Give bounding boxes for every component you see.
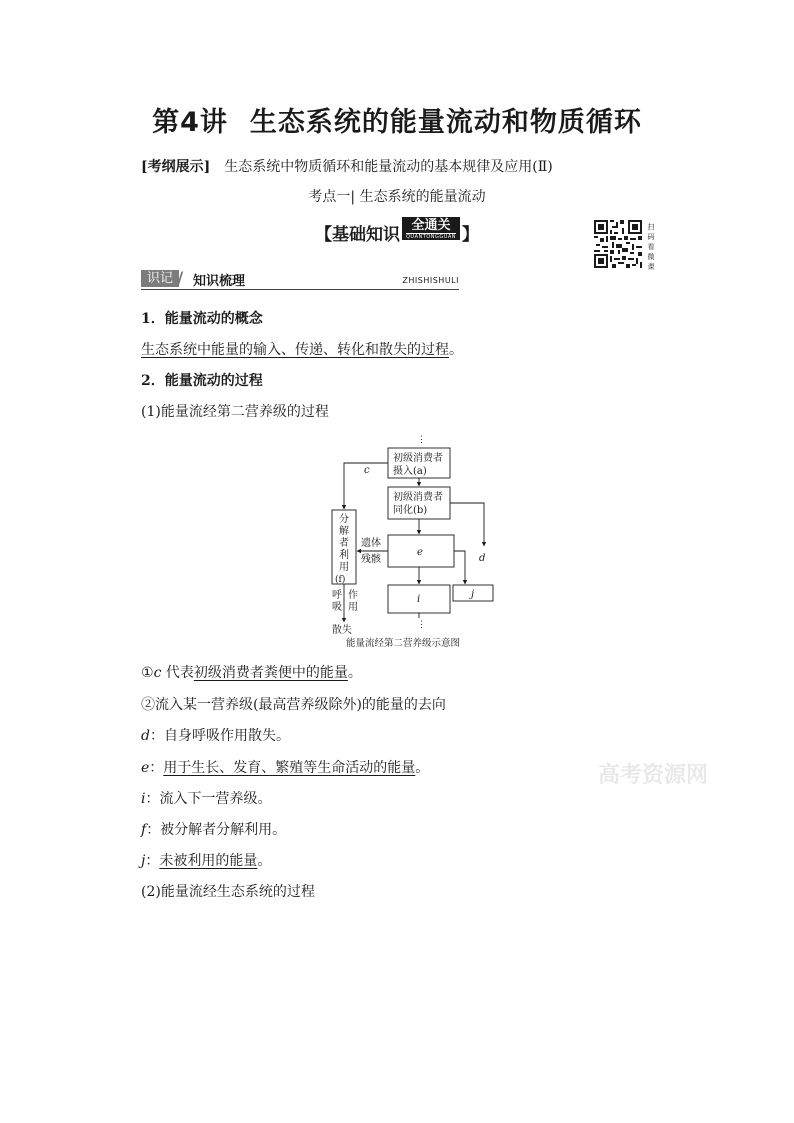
respiration-char: 吸 (332, 602, 342, 613)
note-j (141, 850, 271, 870)
scan-char: 扫 (647, 223, 655, 231)
note-c (141, 662, 362, 682)
note-f-text: ：被分解者分解利用。 (146, 822, 287, 838)
assim-line-2: 同化(b) (393, 505, 428, 516)
section-rule (141, 289, 459, 290)
note-d (141, 725, 290, 745)
remains-line-2: 残骸 (361, 554, 381, 565)
loss-label: 散失 (332, 625, 352, 636)
scan-label (646, 222, 656, 272)
energy-flow-diagram (326, 434, 502, 654)
definition-text: 生态系统中能量的输入、传递、转化和散失的过程 (141, 342, 449, 358)
note-e-end: 。 (415, 760, 430, 776)
note-f (141, 819, 286, 839)
scan-char: 微 (647, 253, 655, 261)
note-j-answer: 未被利用的能量 (159, 853, 258, 869)
qr-code-icon[interactable] (594, 220, 642, 268)
dots-top: ⋮ (417, 435, 426, 445)
note-e (141, 757, 429, 777)
syllabus-text: 生态系统中物质循环和能量流动的基本规律及应用(Ⅱ) (224, 159, 553, 175)
decomposer-char: 分 (339, 514, 349, 525)
definition-end: 。 (449, 342, 463, 358)
respiration-char: 作 (348, 590, 358, 601)
diagram-caption: 能量流经第二营养级示意图 (346, 638, 461, 649)
decomposer-char: 解 (339, 526, 349, 537)
lecture-number: 第4讲 (152, 107, 228, 138)
decomposer-char: 者 (339, 538, 349, 549)
page-title (0, 100, 794, 139)
section-slash-icon: / (177, 269, 184, 289)
decomposer-char: (f) (335, 575, 346, 585)
arrow-e-to-j (454, 551, 465, 584)
banner-badge (402, 217, 460, 240)
item-2-heading: 2．能量流动的过程 (141, 373, 263, 389)
syllabus-line (141, 156, 553, 176)
item-1-heading: 1．能量流动的概念 (141, 311, 263, 327)
intake-line-2: 摄入(a) (393, 466, 427, 477)
note-flow-heading: ②流入某一营养级(最高营养级除外)的能量的去向 (141, 697, 446, 713)
note-c-answer: 初级消费者粪便中的能量 (193, 665, 348, 681)
item-2-sub-1: (1)能量流经第二营养级的过程 (141, 404, 329, 420)
note-f-var: f (141, 822, 147, 838)
label-j: j (471, 589, 475, 600)
exam-point-heading: 考点一| 生态系统的能量流动 (308, 189, 486, 205)
banner-left: 【基础知识 (314, 225, 400, 245)
note-i (141, 788, 271, 808)
note-e-var: e (141, 760, 150, 776)
section-pill: 识记 (141, 270, 179, 287)
basic-knowledge-banner (0, 217, 794, 245)
note-c-end: 。 (347, 665, 362, 681)
respiration-char: 呼 (332, 590, 342, 601)
label-i: i (417, 594, 421, 605)
lecture-topic: 生态系统的能量流动和物质循环 (249, 107, 642, 138)
scan-char: 码 (647, 233, 655, 241)
note-j-colon: ： (145, 853, 160, 869)
item-2-sub-2: (2)能量流经生态系统的过程 (141, 884, 315, 900)
note-j-var: j (141, 853, 146, 869)
section-header (141, 270, 459, 290)
banner-badge-pinyin: QUANTONGGUAN (405, 234, 457, 240)
assim-line-1: 初级消费者 (393, 492, 443, 503)
note-d-var: d (141, 728, 150, 744)
banner-badge-text: 全通关 (411, 218, 451, 233)
scan-char: 看 (647, 243, 655, 251)
scan-char: 课 (647, 263, 655, 271)
note-d-text: ：自身呼吸作用散失。 (149, 728, 290, 744)
label-e: e (417, 547, 423, 558)
note-c-prefix: ① (141, 665, 154, 681)
respiration-char: 用 (348, 602, 358, 613)
note-j-end: 。 (257, 853, 272, 869)
note-i-text: ：流入下一营养级。 (145, 791, 272, 807)
watermark: 高考资源网 (598, 762, 709, 788)
banner-right: 】 (462, 225, 480, 245)
decomposer-char: 利 (339, 550, 349, 561)
dots-bottom: ⋮ (417, 620, 426, 630)
label-d: d (479, 553, 486, 564)
intake-line-1: 初级消费者 (393, 453, 443, 464)
note-e-colon: ： (149, 760, 164, 776)
note-e-answer: 用于生长、发育、繁殖等生命活动的能量 (163, 760, 416, 776)
decomposer-char: 用 (339, 562, 349, 573)
note-i-var: i (141, 791, 146, 807)
note-c-mid: 代表 (161, 665, 194, 681)
section-pinyin: ZHISHISHULI (402, 276, 459, 285)
arrow-d (450, 503, 484, 546)
item-1-definition (141, 339, 463, 359)
section-name: 知识梳理 (193, 274, 246, 289)
label-c: c (364, 465, 370, 476)
note-c-var: c (153, 665, 162, 681)
syllabus-tag: [考纲展示] (141, 159, 211, 175)
remains-line-1: 遗体 (361, 538, 381, 549)
